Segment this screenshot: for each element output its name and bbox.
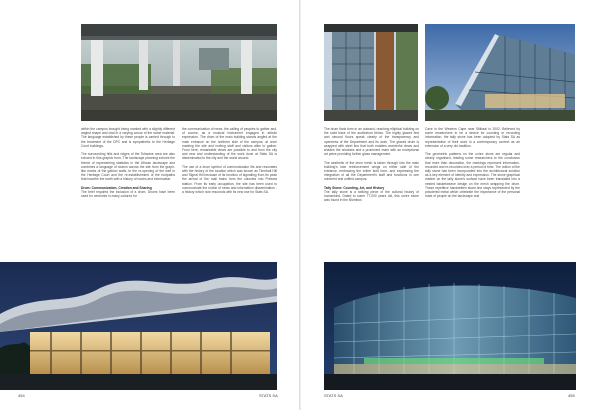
section-heading: Tally Stone: Counting, Art, and History xyxy=(324,185,385,190)
section-heading: Drum: Communication, Creation and Sharing xyxy=(81,185,152,190)
body-paragraph: The drum finds form in an outward- reaching elliptical building on the solid base of the auditorium below. The highly glazed first and second floors speak clearly of the transparency and openness of the Department and its work. The glazed drum is wrapped with steel fins that both enables wonderful views and shades the windows and a prominent mark with an exceptional art piece providing further glass management. xyxy=(324,127,419,157)
body-paragraph: The use of a drum symbol of communication fits and resonates with the history of the location which was known as Timebalt Hill and Signal Hill because of its function of signalling from its peak the arrival of the mail trains from the colonies into Pretoria station. From its early occupation, the site has been used to communicate the notion of news and information dissemination - a history which now resounds with its new use for Stats SA. xyxy=(182,164,277,195)
body-paragraph: The aesthetic of the drum mesh is taken through into the main building's twin reinforcement wings on either side of the entrance, embracing the entire built form, and expressing the integration of all the Department's staff and functions in one coherent and unified campus. xyxy=(324,160,419,182)
right-page-column-2 xyxy=(425,127,520,203)
body-paragraph: Cave in the Western Cape near Stilbaai in 2002. Believed by some researchers to be a device for counting or recording information, the tally stone has been adopted by Stats SA as representative of their work in a contemporary context as an extension of a very old tradition. xyxy=(425,127,520,148)
folio-page-number: 455 xyxy=(568,393,575,398)
left-page-column-2 xyxy=(182,127,277,198)
body-paragraph: The brief required the inclusion of a drum. Drums have been used for centuries in many cultures for xyxy=(81,190,175,199)
photo-angled-glass-dusk xyxy=(425,24,575,121)
photo-glass-facade-tall xyxy=(324,24,418,121)
folio-running-title: STATS SA xyxy=(324,393,343,398)
body-paragraph: The surrounding hills and ridges of the Tshwane area are also echoed in this graphic form. The landscape planning echoes the theme of representing statistics in the African landscape and combines a language of stones across the site from the graph-like marks of the gabion walls, to the re-opening of the well in the Heritage Court and the re-establishment of the footpaths that inscribe the earth with a history of routes and information. xyxy=(81,152,175,182)
right-page-column-1 xyxy=(324,127,419,207)
body-paragraph: The tally stone is a striking piece of the cultural history of humankind. Dated to some 77,000 years old, this ochre stone was found in the Blombos xyxy=(324,190,419,203)
left-page-column-1 xyxy=(81,127,175,203)
body-paragraph: The geometric patterns on the ochre stone are regular and clearly organised, leading some researchers to the conclusion that more than decoration, the markings represent information, recorded and re-recorded over a period of time. The notion of the tally stone has been incorporated into the architectural solution as a key element of identity and expression. The stone graphical marker on the tally stone's surface have been translated into a nested basketweave design on the mesh wrapping the drum. These repetitive handwritten stone-line stays represented by the powdered metal which celebrate the importance of the personal mark of people on the landscape and xyxy=(425,152,520,199)
right-page xyxy=(300,0,600,410)
folio-page-number: 454 xyxy=(18,393,25,398)
photo-courtyard-columns xyxy=(81,24,277,121)
body-paragraph: the communication of news, the calling of peoples to gather and, of course, as a musical instrument engaged in artistic expression. The drum of the main building stands angled at the main entrance on the northern side of the campus, at once marking the site and inviting staff and visitors alike to gather. From here, remarkable views are possible to and from the city and new and understanding of the work done at Stats SA is disseminated to the city and the world around. xyxy=(182,127,277,161)
photo-night-canopy xyxy=(0,262,277,390)
folio-running-title: STATS SA xyxy=(259,393,278,398)
photo-curved-glass-night xyxy=(324,262,576,390)
body-paragraph: within the campus brought being marked with a slightly different angled shape and clad in a varying colour of the same material. The language established by these people is carried through to the treatment of the DPC and is sympathetic to the Heritage Court buildings. xyxy=(81,127,175,148)
